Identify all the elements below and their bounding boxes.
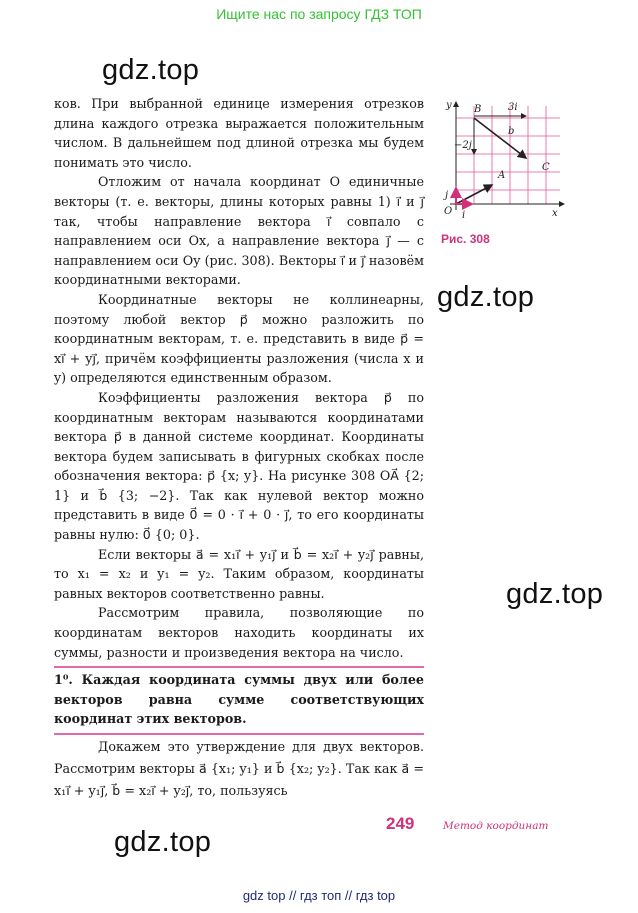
paragraph: Отложим от начала координат O единичные векторы (т. е. векторы, длины которых равны 1) i⃗ и j⃗ так, чтобы направление вектора i⃗ совпало с направлением оси Ox, а направление вектора j⃗ — с направлением оси Oy (рис. 308). Векторы i⃗ и j⃗ назовём координатными векторами.: [54, 174, 424, 288]
body-text: [54, 94, 424, 662]
watermark: gdz.top: [102, 54, 200, 86]
paragraph: Координатные векторы не коллинеарны, поэтому любой вектор p⃗ можно разложить по координатным векторам, т. е. представить в виде p⃗ = xi⃗ + yj⃗, причём коэффициенты разложения (числа x и y) определяются единственным образом.: [54, 291, 424, 386]
paragraph: Коэффициенты разложения вектора p⃗ по координатным векторам называются координатами вектора p⃗ в данной системе координат. Координаты вектора будем записывать в фигурных скобках после обозначения вектора: p⃗ {x; y}. На рисунке 308 OA⃗ {2; 1} и b⃗ {3; −2}. Так как нулевой вектор можно представить в виде 0⃗ = 0 · i⃗ + 0 · j⃗, то его координаты равны нулю: 0⃗ {0; 0}.: [54, 389, 424, 543]
label-3i: 3i: [508, 102, 518, 113]
label-y: y: [446, 100, 452, 111]
watermark: gdz.top: [114, 826, 212, 858]
page-number: 249: [386, 814, 415, 833]
running-title: Метод координат: [443, 820, 549, 832]
label-minus-2j: −2j: [454, 140, 472, 151]
vector-bc: [474, 118, 526, 158]
label-x: x: [552, 208, 558, 219]
paragraph: Докажем это утверждение для двух векторов. Рассмотрим векторы a⃗ {x₁; y₁} и b⃗ {x₂; y₂}. Так как a⃗ = x₁i⃗ + y₁j⃗, b⃗ = x₂i⃗ + y₂j⃗, то, пользуясь: [54, 739, 424, 798]
watermark: gdz.top: [506, 578, 604, 610]
proof-text: [54, 736, 424, 802]
figure-308: [440, 96, 570, 226]
label-c: C: [542, 162, 550, 173]
paragraph: Если векторы a⃗ = x₁i⃗ + y₁j⃗ и b⃗ = x₂i⃗ + y₂j⃗ равны, то x₁ = x₂ и y₁ = y₂. Таким образом, координаты равных векторов соответственно равны.: [54, 546, 424, 601]
label-j: j: [445, 190, 449, 201]
label-b: B: [474, 104, 482, 115]
watermark: gdz.top: [437, 281, 535, 313]
paragraph: Рассмотрим правила, позволяющие по координатам векторов находить координаты их суммы, разности и произведения вектора на число.: [54, 605, 424, 660]
label-i: i: [462, 210, 466, 221]
label-vector-b: b: [508, 126, 515, 137]
paragraph: ков. При выбранной единице измерения отрезков длина каждого отрезка выражается положительным числом. В дальнейшем под длиной отрезка мы будем понимать это число.: [54, 96, 424, 170]
figure-caption: Рис. 308: [441, 232, 490, 246]
search-banner: Ищите нас по запросу ГДЗ ТОП: [216, 6, 422, 22]
label-a: A: [498, 170, 506, 181]
footer-links: gdz top // гдз топ // гдз top: [242, 888, 396, 903]
grid: [456, 106, 560, 204]
label-o: O: [444, 206, 453, 217]
theorem-box: 1⁰. Каждая координата суммы двух или более векторов равна сумме соответствующих координат этих векторов.: [54, 666, 424, 735]
